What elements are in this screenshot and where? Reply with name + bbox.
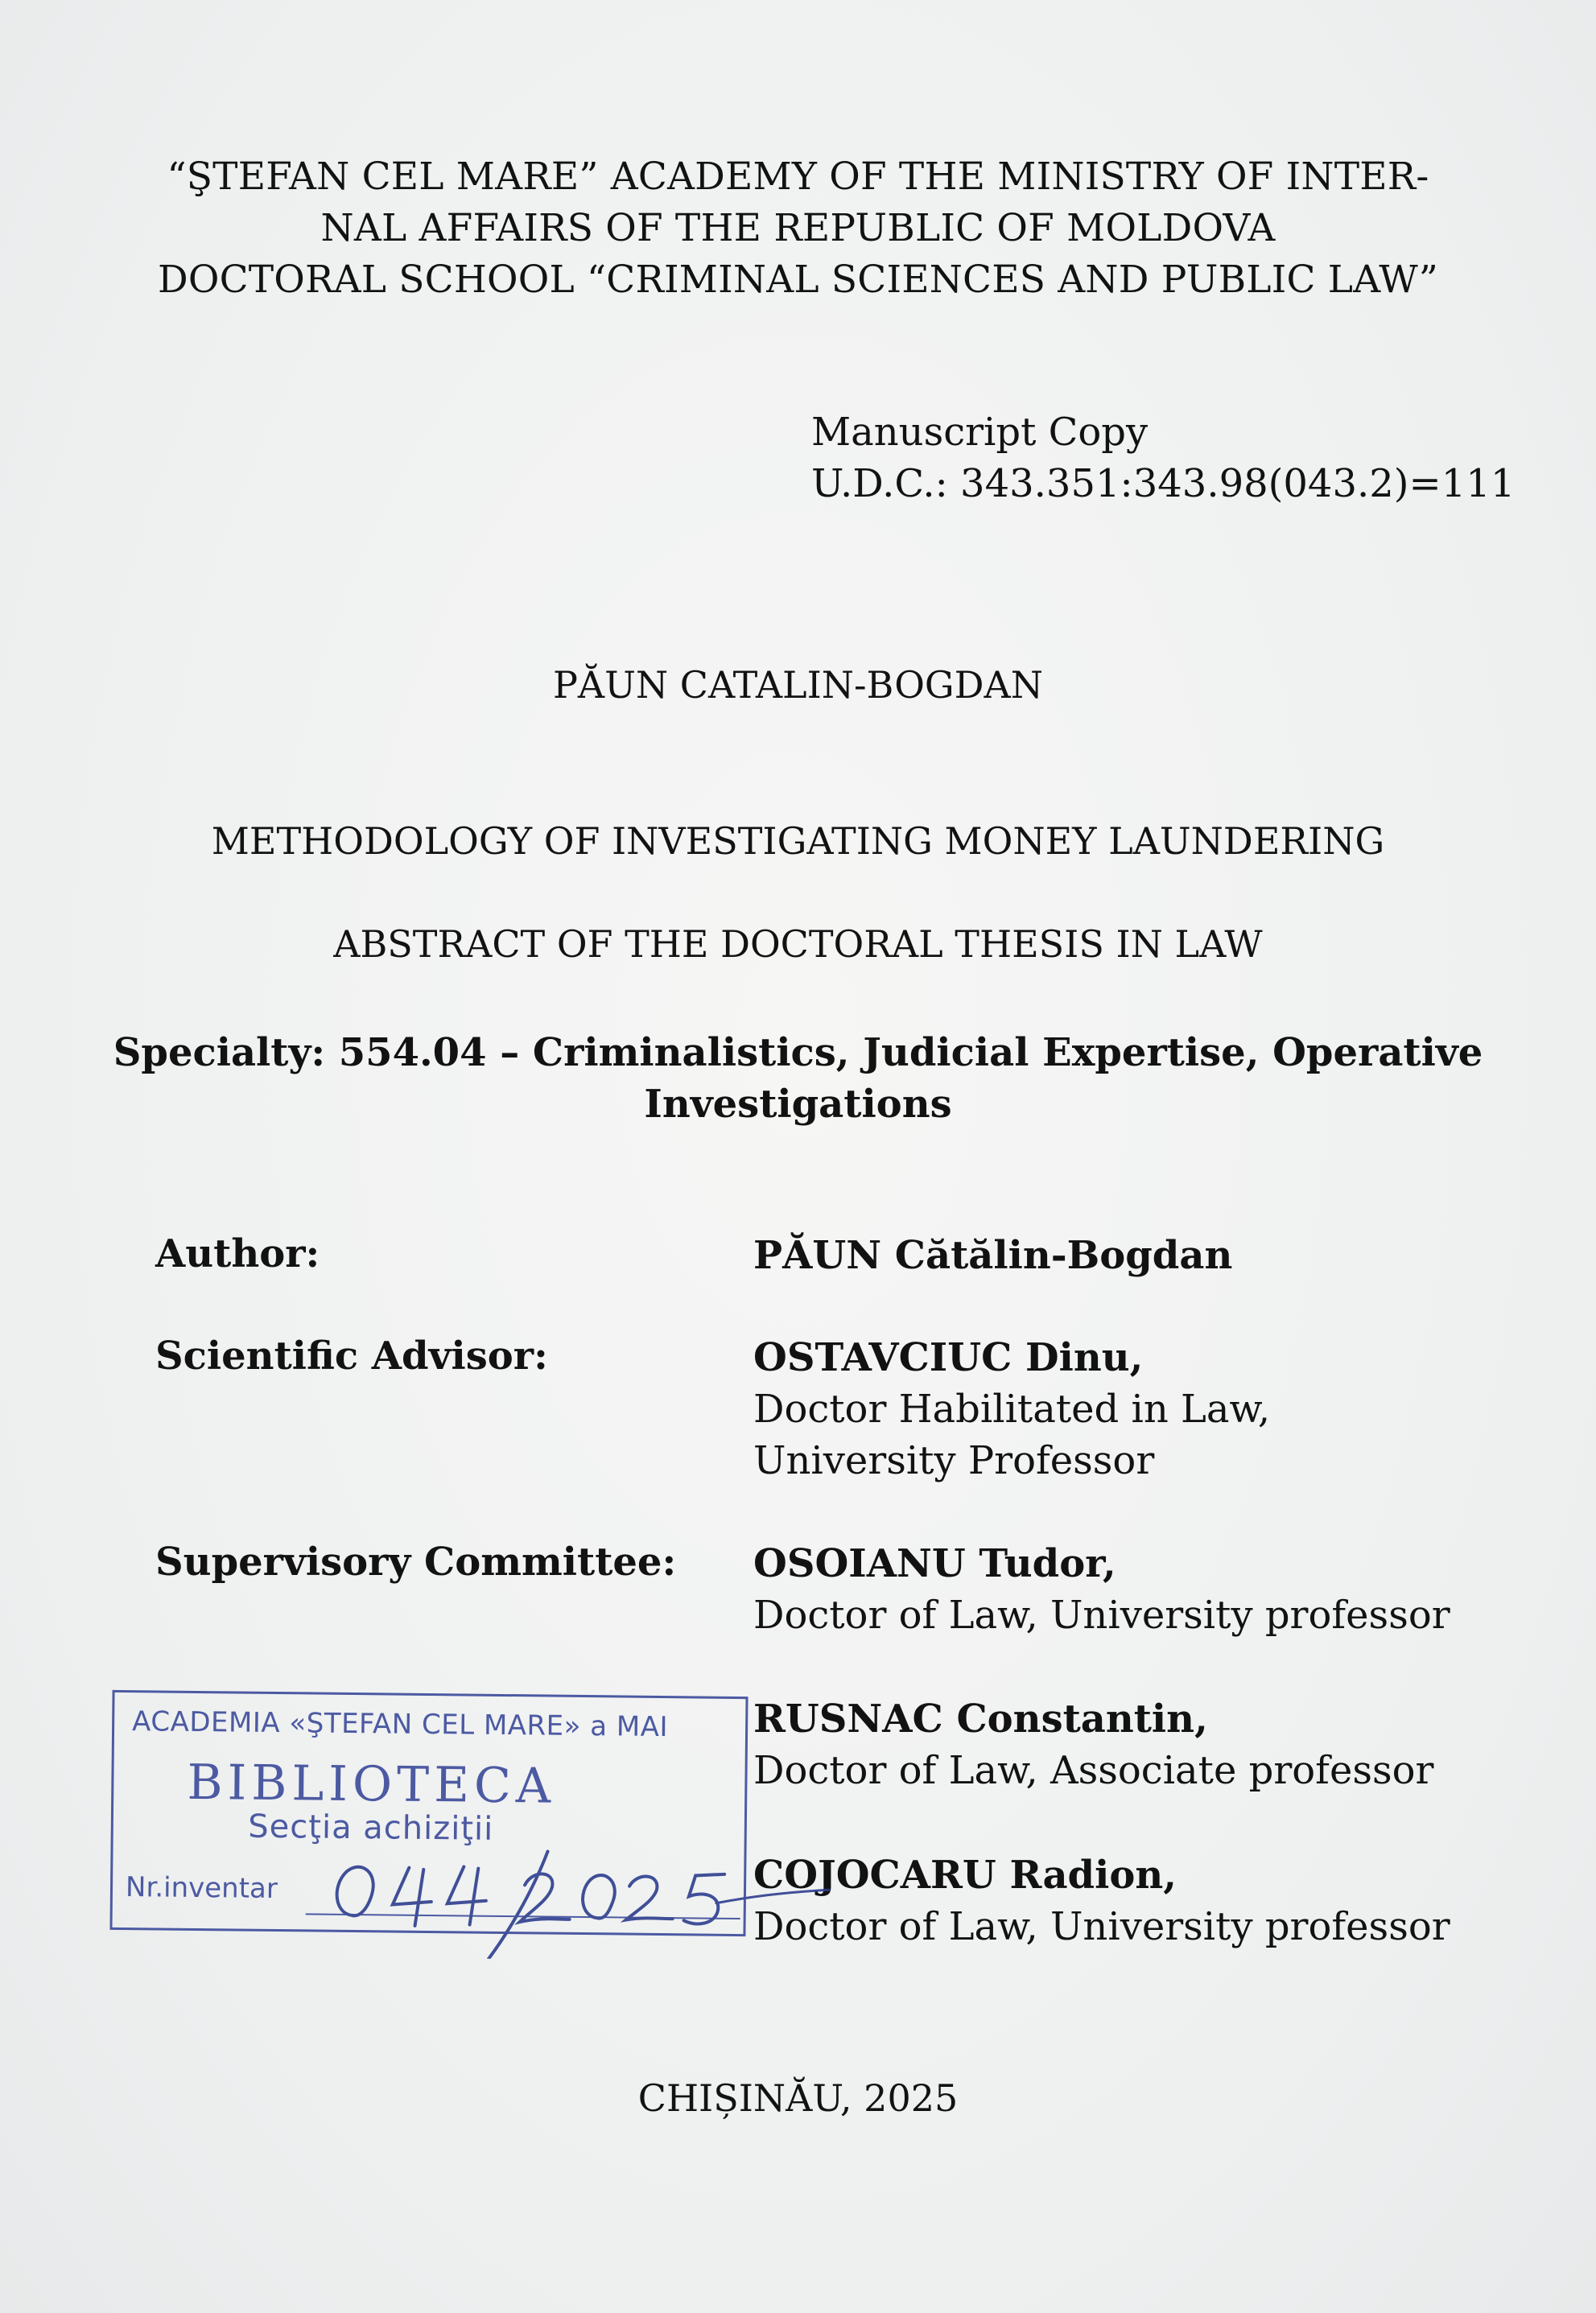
city-year: CHIȘINĂU, 2025 [637, 2076, 959, 2120]
committee-member-name: RUSNAC Constantin, [753, 1697, 1208, 1742]
stamp-section: Secţia achiziţii [248, 1808, 494, 1848]
specialty [0, 1027, 1596, 1130]
committee-member-name: OSOIANU Tudor, [753, 1541, 1116, 1586]
committee-member-title: Doctor of Law, University professor [753, 1904, 1450, 1949]
author-value [753, 1230, 1232, 1281]
library-stamp [109, 1690, 748, 1936]
stamp-library: BIBLIOTECA [187, 1754, 556, 1815]
stamp-inventory-label: Nr.inventar [125, 1871, 278, 1906]
manuscript-block [811, 406, 1515, 509]
header-line-1: “ŞTEFAN CEL MARE” ACADEMY OF THE MINISTRY OF INTER- [167, 155, 1429, 199]
committee-member-title: Doctor of Law, University professor [753, 1593, 1450, 1638]
committee-member [753, 1538, 1450, 1641]
header-line-3: DOCTORAL SCHOOL “CRIMINAL SCIENCES AND PUBLIC LAW” [157, 258, 1439, 302]
udc-code: U.D.C.: 343.351:343.98(043.2)=111 [811, 461, 1516, 506]
institution-header [0, 151, 1596, 306]
specialty-line-1: Specialty: 554.04 – Criminalistics, Judicial Expertise, Operative [113, 1030, 1483, 1075]
committee-label: Supervisory Committee: [155, 1540, 677, 1585]
handwritten-inventory-number [313, 1837, 862, 1963]
committee-member [753, 1693, 1433, 1796]
header-line-2: NAL AFFAIRS OF THE REPUBLIC OF MOLDOVA [320, 206, 1276, 250]
author-heading: PĂUN CATALIN-BOGDAN [552, 663, 1044, 707]
advisor-label: Scientific Advisor: [155, 1334, 548, 1379]
author-value-name: PĂUN Cătălin-Bogdan [753, 1233, 1233, 1278]
stamp-institution: ACADEMIA «ŞTEFAN CEL MARE» a MAI [131, 1705, 669, 1744]
committee-member-name: COJOCARU Radion, [753, 1853, 1177, 1898]
advisor-name: OSTAVCIUC Dinu, [753, 1335, 1144, 1380]
committee-member-title: Doctor of Law, Associate professor [753, 1748, 1434, 1793]
advisor-title-2: University Professor [753, 1438, 1155, 1483]
thesis-subtitle: ABSTRACT OF THE DOCTORAL THESIS IN LAW [333, 922, 1263, 966]
advisor-value [753, 1332, 1270, 1486]
specialty-line-2: Investigations [644, 1082, 952, 1127]
thesis-title: METHODOLOGY OF INVESTIGATING MONEY LAUNDERING [211, 819, 1385, 863]
advisor-title-1: Doctor Habilitated in Law, [753, 1387, 1271, 1432]
author-label: Author: [155, 1231, 320, 1276]
manuscript-copy-label: Manuscript Copy [811, 410, 1149, 455]
